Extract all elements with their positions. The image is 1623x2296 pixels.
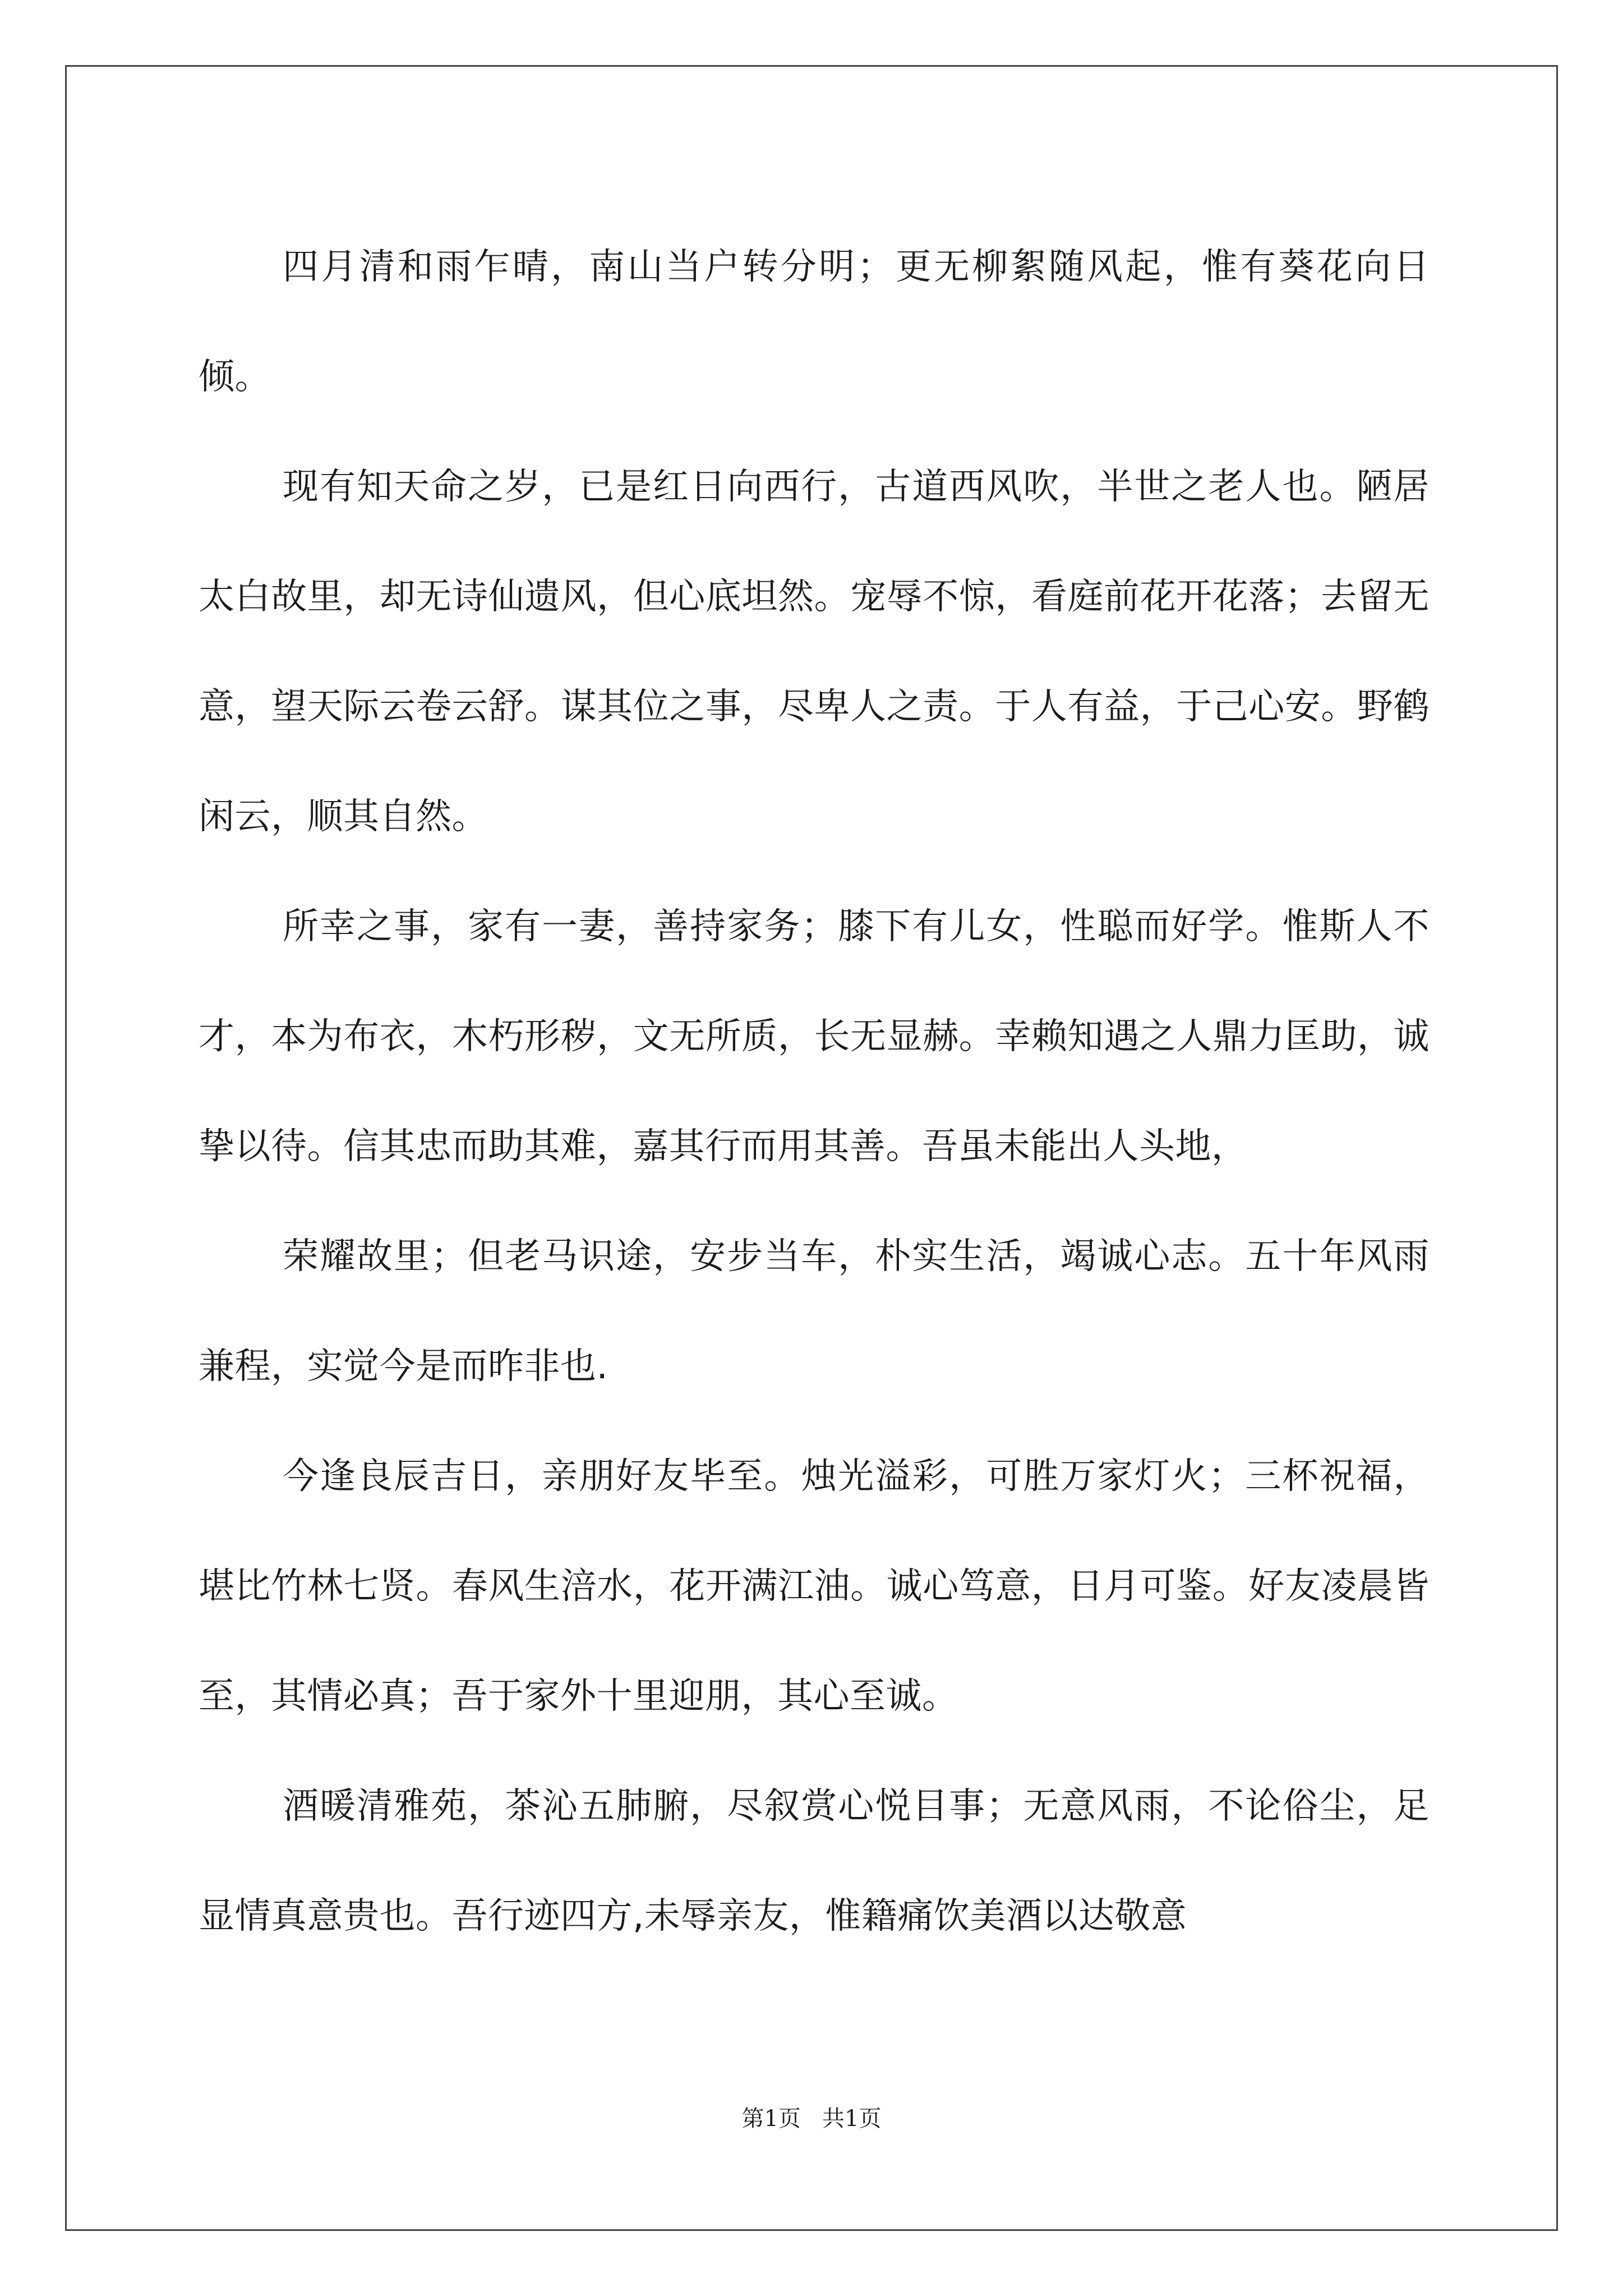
paragraph: 酒暖清雅苑，茶沁五肺腑，尽叙赏心悦目事；无意风雨，不论俗尘，足显情真意贵也。吾行迹四方,未辱亲友，惟籍痛饮美酒以达敬意 bbox=[199, 1786, 1430, 1937]
page-footer: 第1页 共1页 bbox=[741, 2106, 882, 2132]
paragraph: 今逢良辰吉日，亲朋好友毕至。烛光溢彩，可胜万家灯火；三杯祝福，堪比竹林七贤。春风生涪水，花开满江油。诚心笃意，日月可鉴。好友凌晨皆至，其情必真；吾于家外十里迎朋，其心至诚。 bbox=[199, 1456, 1430, 1717]
paragraph: 所幸之事，家有一妻，善持家务；膝下有儿女，性聪而好学。惟斯人不才，本为布衣，木朽形秽，文无所质，长无显赫。幸赖知遇之人鼎力匡助，诚挚以待。信其忠而助其难，嘉其行而用其善。吾虽未能出人头地， bbox=[199, 906, 1430, 1167]
paragraph: 荣耀故里；但老马识途，安步当车，朴实生活，竭诚心志。五十年风雨兼程，实觉今是而昨非也. bbox=[199, 1236, 1430, 1387]
paragraph: 现有知天命之岁，已是红日向西行，古道西风吹，半世之老人也。陋居太白故里，却无诗仙遗风，但心底坦然。宠辱不惊，看庭前花开花落；去留无意，望天际云卷云舒。谋其位之事，尽卑人之责。于人有益，于己心安。野鹤闲云，顺其自然。 bbox=[199, 466, 1430, 838]
paragraph: 四月清和雨乍晴，南山当户转分明；更无柳絮随风起，惟有葵花向日倾。 bbox=[199, 246, 1430, 398]
document-body bbox=[199, 212, 1430, 1971]
